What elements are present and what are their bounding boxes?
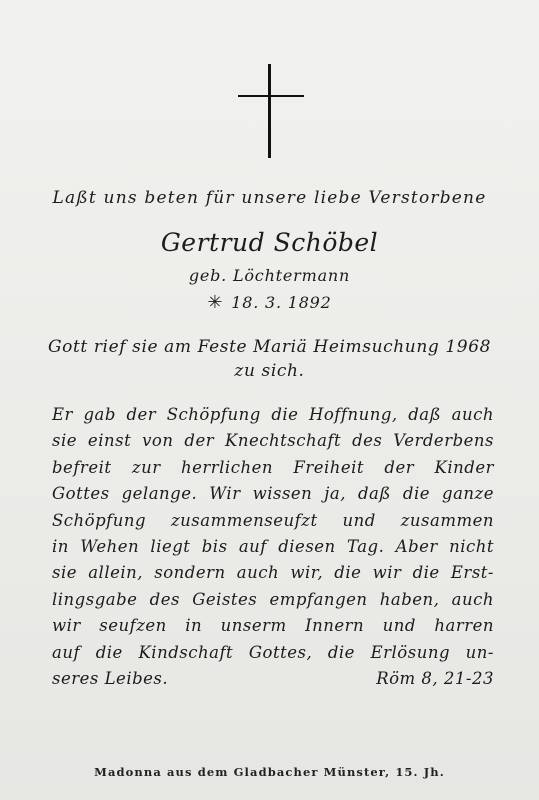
verse-line: auf die Kindschaft Gottes, die Erlösung un- <box>52 642 494 662</box>
verse-last-line <box>52 666 494 692</box>
birth-star-icon: ✳ <box>207 292 224 313</box>
scripture-verse <box>52 402 494 692</box>
maiden-name: geb. Löchtermann <box>188 266 351 285</box>
verse-reference: Röm 8, 21-23 <box>376 668 494 688</box>
prayer-intro: Laßt uns beten für unsere liebe Verstorbene <box>52 188 487 208</box>
verse-line: Er gab der Schöpfung die Hoffnung, daß auch <box>52 405 494 424</box>
death-line-2: zu sich. <box>234 361 305 381</box>
verse-line: in Wehen liegt bis auf diesen Tag. Aber nicht <box>52 536 494 556</box>
birth-date: 18. 3. 1892 <box>231 293 332 312</box>
verse-line: wir seufzen in unserm Innern und harren <box>52 616 494 636</box>
cross-icon <box>238 64 304 158</box>
image-caption: Madonna aus dem Gladbacher Münster, 15. Jh. <box>94 765 445 779</box>
verse-line: Gottes gelange. Wir wissen ja, daß die ganze <box>52 484 494 504</box>
birth-date-line <box>0 292 539 313</box>
verse-line: sie einst von der Knechtschaft des Verderbens <box>52 431 494 451</box>
deceased-name: Gertrud Schöbel <box>160 228 379 257</box>
verse-line: sie allein, sondern auch wir, die wir die Erst- <box>52 563 494 583</box>
verse-line: lingsgabe des Geistes empfangen haben, auch <box>52 589 494 609</box>
verse-line: seres Leibes. <box>52 668 169 688</box>
death-line-1: Gott rief sie am Feste Mariä Heimsuchung 1968 <box>47 337 492 357</box>
verse-line: befreit zur herrlichen Freiheit der Kinder <box>52 457 494 477</box>
verse-line: Schöpfung zusammenseufzt und zusammen <box>52 510 494 530</box>
